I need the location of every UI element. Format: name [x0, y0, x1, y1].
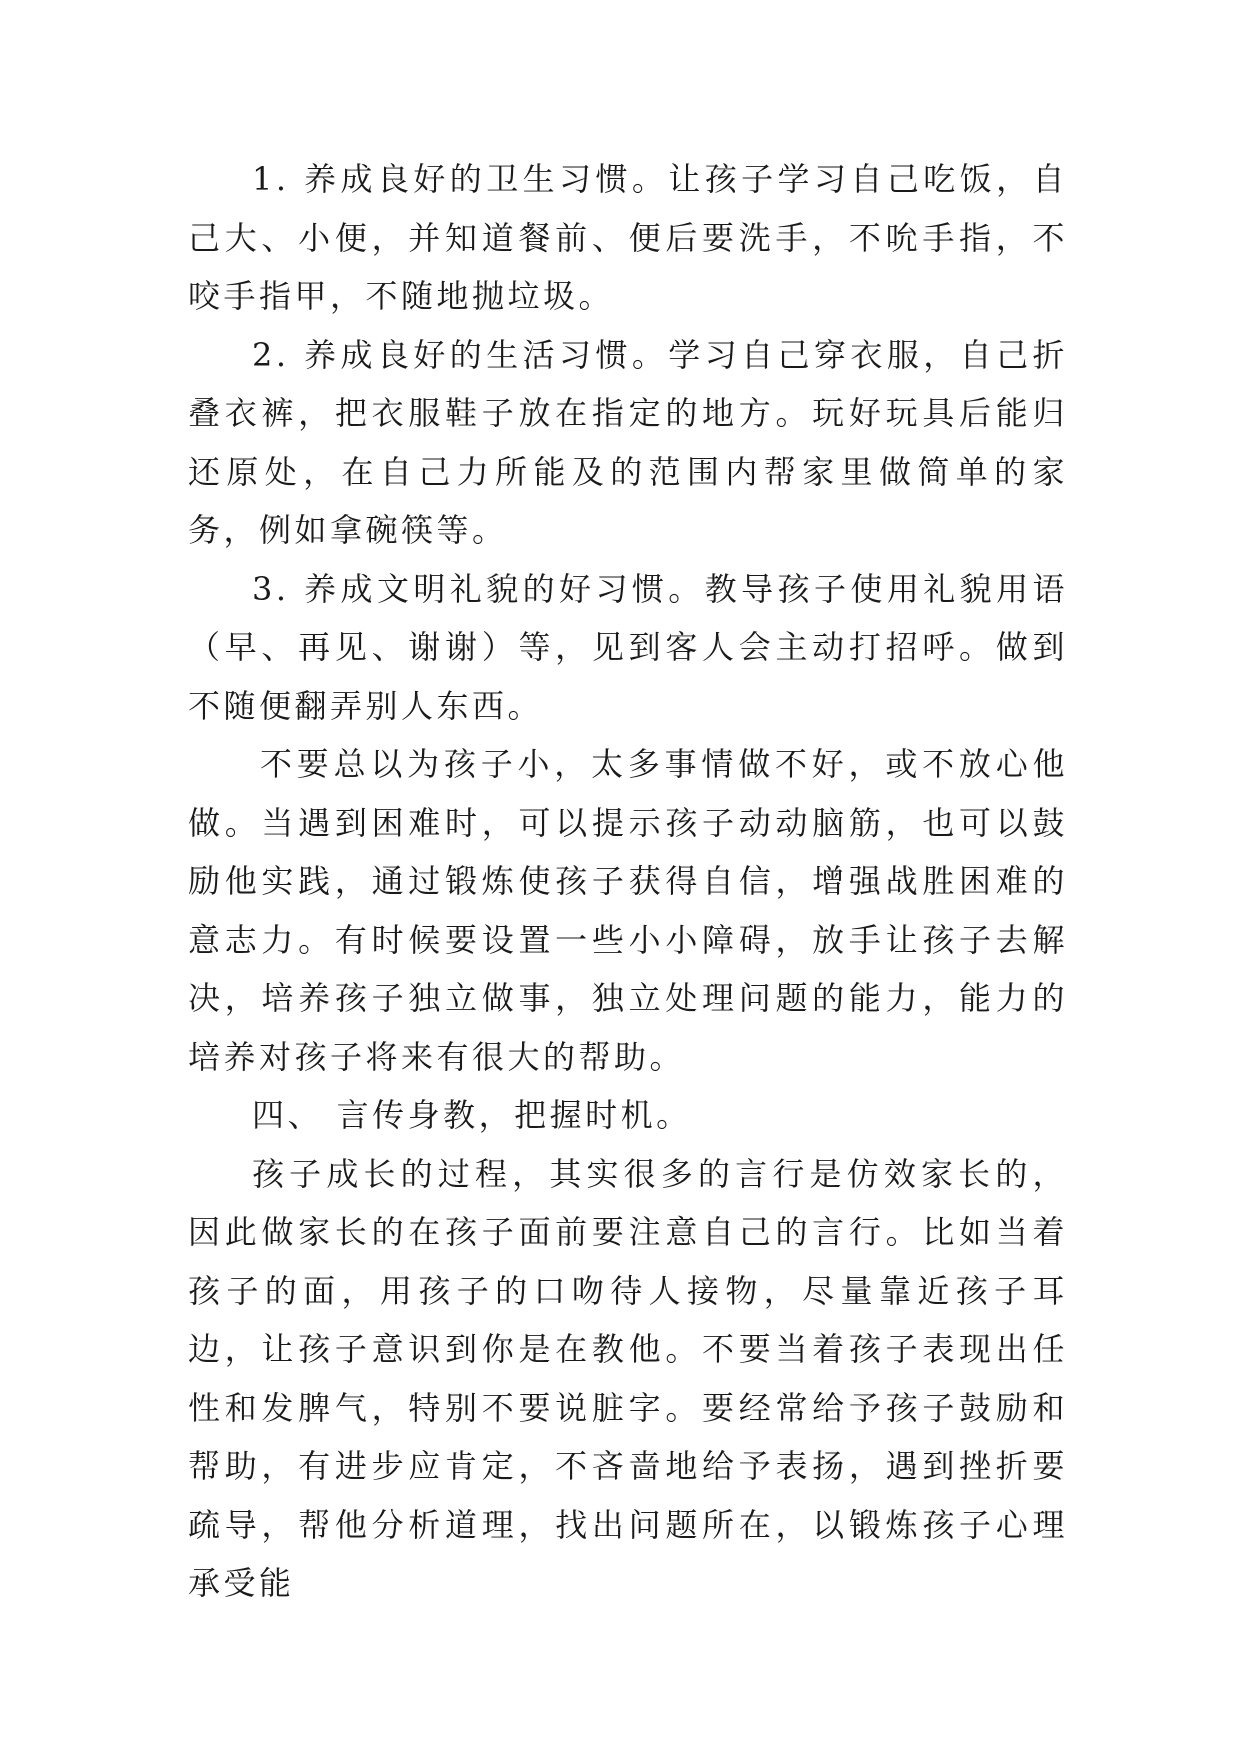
paragraph-lead-by-example: 孩子成长的过程，其实很多的言行是仿效家长的，因此做家长的在孩子面前要注意自己的言行。比如当着孩子的面，用孩子的口吻待人接物，尽量靠近孩子耳边，让孩子意识到你是在教他。不要当着孩子表现出任性和发脾气，特别不要说脏字。要经常给予孩子鼓励和帮助，有进步应肯定，不吝啬地给予表扬，遇到挫折要疏导，帮他分析道理，找出问题所在，以锻炼孩子心理承受能	[188, 1154, 1068, 1602]
section-heading-four: 四、 言传身教，把握时机。	[252, 1096, 692, 1134]
paragraph-independence: 不要总以为孩子小，太多事情做不好，或不放心他做。当遇到困难时，可以提示孩子动动脑筋，也可以鼓励他实践，通过锻炼使孩子获得自信，增强战胜困难的意志力。有时候要设置一些小小障碍，放手让孩子去解决，培养孩子独立做事，独立处理问题的能力，能力的培养对孩子将来有很大的帮助。	[188, 745, 1068, 1076]
paragraph-courtesy-habits: 3. 养成文明礼貌的好习惯。教导孩子使用礼貌用语（早、再见、谢谢）等，见到客人会主动打招呼。做到不随便翻弄别人东西。	[188, 569, 1068, 725]
document-body	[188, 150, 1068, 1613]
paragraph-hygiene-habits: 1. 养成良好的卫生习惯。让孩子学习自己吃饭，自己大、小便，并知道餐前、便后要洗手，不吮手指，不咬手指甲，不随地抛垃圾。	[188, 160, 1068, 315]
paragraph-living-habits: 2. 养成良好的生活习惯。学习自己穿衣服，自己折叠衣裤，把衣服鞋子放在指定的地方。玩好玩具后能归还原处，在自己力所能及的范围内帮家里做简单的家务，例如拿碗筷等。	[188, 335, 1068, 549]
